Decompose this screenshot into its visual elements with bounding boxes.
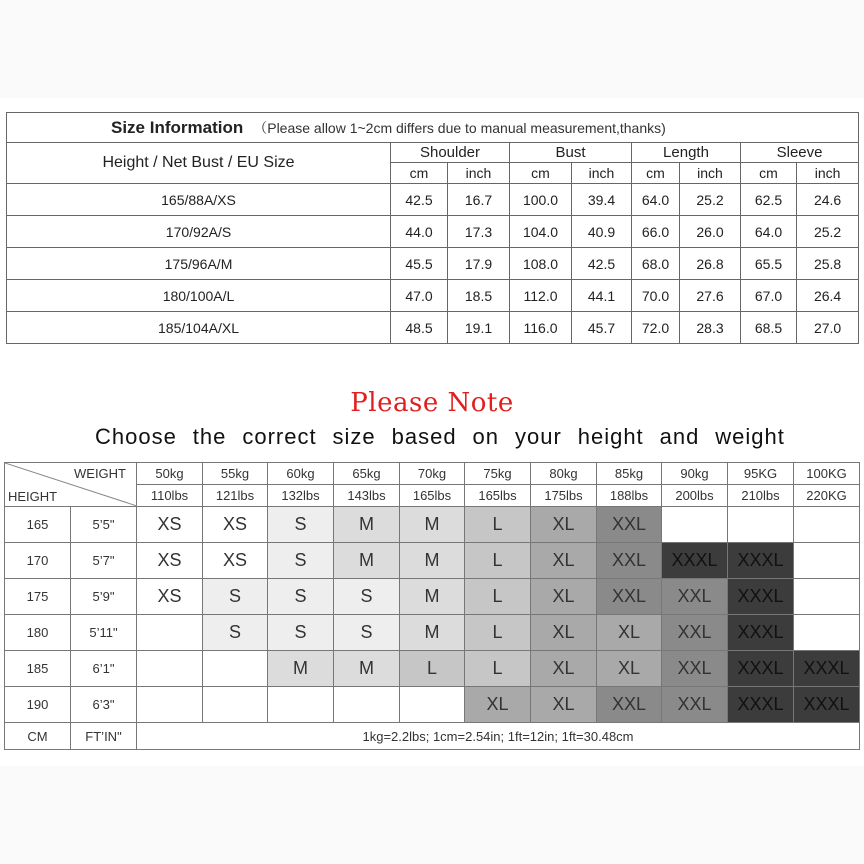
- size-cell: XXL: [597, 579, 662, 615]
- size-cell: [794, 615, 860, 651]
- size-value-cell: 25.2: [797, 216, 859, 248]
- instruction-word: Choose: [95, 424, 177, 449]
- weight-kg-header: 90kg: [662, 463, 728, 485]
- size-value-cell: 104.0: [510, 216, 572, 248]
- size-cell: XXXL: [728, 687, 794, 723]
- size-value-cell: 116.0: [510, 312, 572, 344]
- height-weight-size-chart: [4, 462, 860, 750]
- size-value-cell: 17.3: [448, 216, 510, 248]
- size-value-cell: 26.0: [680, 216, 741, 248]
- size-cell: XL: [531, 651, 597, 687]
- size-cell: S: [268, 615, 334, 651]
- unit-header: cm: [741, 163, 797, 184]
- group-header-shoulder: Shoulder: [391, 143, 510, 163]
- size-cell: XXXL: [728, 651, 794, 687]
- size-cell: XS: [137, 543, 203, 579]
- unit-header: inch: [797, 163, 859, 184]
- size-value-cell: 25.8: [797, 248, 859, 280]
- size-cell: [794, 543, 860, 579]
- size-cell: M: [334, 507, 400, 543]
- weight-label: WEIGHT: [74, 466, 126, 481]
- size-cell: L: [465, 615, 531, 651]
- weight-kg-header: 100KG: [794, 463, 860, 485]
- weight-kg-header: 65kg: [334, 463, 400, 485]
- size-value-cell: 39.4: [572, 184, 632, 216]
- instruction-word: the: [192, 424, 227, 449]
- size-cell: XS: [137, 579, 203, 615]
- weight-kg-header: 70kg: [400, 463, 465, 485]
- unit-header: inch: [572, 163, 632, 184]
- size-row: [7, 184, 859, 216]
- size-cell: M: [400, 543, 465, 579]
- size-cell: [268, 687, 334, 723]
- size-cell: XXXL: [794, 651, 860, 687]
- height-ft: 5’7": [71, 543, 137, 579]
- size-cell: XL: [531, 579, 597, 615]
- size-cell: XXXL: [662, 543, 728, 579]
- instruction-word: size: [332, 424, 376, 449]
- height-cm: 170: [5, 543, 71, 579]
- height-label: HEIGHT: [8, 489, 58, 504]
- size-cell: M: [400, 615, 465, 651]
- size-cell: L: [465, 543, 531, 579]
- size-value-cell: 100.0: [510, 184, 572, 216]
- weight-lbs-header: 121lbs: [203, 485, 268, 507]
- instruction-word: correct: [242, 424, 317, 449]
- unit-header: cm: [391, 163, 448, 184]
- size-value-cell: 65.5: [741, 248, 797, 280]
- size-cell: XXL: [662, 651, 728, 687]
- size-cell: L: [400, 651, 465, 687]
- height-cm: 185: [5, 651, 71, 687]
- weight-kg-row: [5, 463, 860, 485]
- size-cell: [334, 687, 400, 723]
- weight-lbs-header: 143lbs: [334, 485, 400, 507]
- height-ft: 5’11": [71, 615, 137, 651]
- instruction-word: on: [472, 424, 500, 449]
- height-row: [5, 687, 860, 723]
- size-value-cell: 40.9: [572, 216, 632, 248]
- size-row: [7, 280, 859, 312]
- size-value-cell: 67.0: [741, 280, 797, 312]
- size-value-cell: 16.7: [448, 184, 510, 216]
- size-cell: XXL: [597, 687, 662, 723]
- size-cell: S: [268, 579, 334, 615]
- weight-kg-header: 60kg: [268, 463, 334, 485]
- size-row-label: 170/92A/S: [7, 216, 391, 248]
- size-cell: XL: [597, 615, 662, 651]
- instruction-word: height: [577, 424, 644, 449]
- weight-lbs-header: 165lbs: [465, 485, 531, 507]
- please-note-heading: Please Note: [350, 388, 514, 418]
- size-value-cell: 19.1: [448, 312, 510, 344]
- size-cell: [728, 507, 794, 543]
- size-cell: XL: [531, 615, 597, 651]
- footer-cm: CM: [5, 723, 71, 750]
- size-value-cell: 45.7: [572, 312, 632, 344]
- instruction-word: and: [659, 424, 700, 449]
- size-value-cell: 25.2: [680, 184, 741, 216]
- size-table-title-cell: [7, 113, 859, 143]
- weight-kg-header: 75kg: [465, 463, 531, 485]
- size-cell: XXL: [597, 507, 662, 543]
- size-cell: [203, 687, 268, 723]
- size-cell: M: [334, 651, 400, 687]
- size-cell: XS: [203, 543, 268, 579]
- size-cell: L: [465, 507, 531, 543]
- size-row: [7, 312, 859, 344]
- size-value-cell: 44.0: [391, 216, 448, 248]
- size-cell: XL: [531, 687, 597, 723]
- size-cell: M: [400, 507, 465, 543]
- size-value-cell: 18.5: [448, 280, 510, 312]
- size-cell: M: [400, 579, 465, 615]
- size-cell: XXL: [662, 615, 728, 651]
- size-cell: M: [268, 651, 334, 687]
- size-cell: [662, 507, 728, 543]
- weight-lbs-header: 220KG: [794, 485, 860, 507]
- size-cell: XXXL: [728, 579, 794, 615]
- size-value-cell: 45.5: [391, 248, 448, 280]
- size-value-cell: 48.5: [391, 312, 448, 344]
- height-row: [5, 543, 860, 579]
- weight-lbs-header: 200lbs: [662, 485, 728, 507]
- size-value-cell: 24.6: [797, 184, 859, 216]
- size-value-cell: 70.0: [632, 280, 680, 312]
- size-cell: [400, 687, 465, 723]
- size-cell: XL: [597, 651, 662, 687]
- size-value-cell: 72.0: [632, 312, 680, 344]
- row-header: Height / Net Bust / EU Size: [7, 143, 391, 184]
- weight-lbs-header: 110lbs: [137, 485, 203, 507]
- size-value-cell: 26.4: [797, 280, 859, 312]
- size-value-cell: 64.0: [741, 216, 797, 248]
- size-cell: S: [268, 507, 334, 543]
- size-value-cell: 44.1: [572, 280, 632, 312]
- size-cell: XXXL: [728, 543, 794, 579]
- size-value-cell: 27.6: [680, 280, 741, 312]
- size-cell: XS: [137, 507, 203, 543]
- weight-kg-header: 85kg: [597, 463, 662, 485]
- size-cell: XXL: [662, 687, 728, 723]
- height-ft: 5’9": [71, 579, 137, 615]
- size-value-cell: 28.3: [680, 312, 741, 344]
- instruction-word: weight: [715, 424, 785, 449]
- size-row: [7, 248, 859, 280]
- weight-height-corner: [5, 463, 137, 507]
- size-table-title: Size Information: [111, 117, 244, 137]
- size-value-cell: 26.8: [680, 248, 741, 280]
- size-value-cell: 17.9: [448, 248, 510, 280]
- size-cell: [137, 615, 203, 651]
- size-cell: XXL: [597, 543, 662, 579]
- size-cell: [203, 651, 268, 687]
- size-cell: XL: [531, 507, 597, 543]
- instruction-word: based: [391, 424, 457, 449]
- height-ft: 6’1": [71, 651, 137, 687]
- instruction-word: your: [514, 424, 562, 449]
- size-cell: [137, 651, 203, 687]
- size-cell: S: [203, 579, 268, 615]
- size-cell: S: [203, 615, 268, 651]
- weight-kg-header: 80kg: [531, 463, 597, 485]
- height-ft: 6’3": [71, 687, 137, 723]
- size-cell: S: [334, 579, 400, 615]
- weight-lbs-header: 188lbs: [597, 485, 662, 507]
- size-cell: XXXL: [794, 687, 860, 723]
- group-header-bust: Bust: [510, 143, 632, 163]
- height-cm: 175: [5, 579, 71, 615]
- size-cell: [794, 507, 860, 543]
- height-row: [5, 579, 860, 615]
- weight-kg-header: 55kg: [203, 463, 268, 485]
- weight-lbs-header: 175lbs: [531, 485, 597, 507]
- unit-header: cm: [510, 163, 572, 184]
- unit-header: cm: [632, 163, 680, 184]
- size-cell: [794, 579, 860, 615]
- weight-lbs-header: 132lbs: [268, 485, 334, 507]
- conversion-row: [5, 723, 860, 750]
- size-table-note: （Please allow 1~2cm differs due to manual measurement,thanks): [253, 119, 666, 136]
- size-value-cell: 42.5: [572, 248, 632, 280]
- size-value-cell: 47.0: [391, 280, 448, 312]
- group-header-length: Length: [632, 143, 741, 163]
- height-cm: 190: [5, 687, 71, 723]
- size-value-cell: 68.5: [741, 312, 797, 344]
- height-row: [5, 651, 860, 687]
- footer-ft: FT’IN": [71, 723, 137, 750]
- weight-kg-header: 50kg: [137, 463, 203, 485]
- size-value-cell: 64.0: [632, 184, 680, 216]
- height-row: [5, 615, 860, 651]
- size-cell: XL: [465, 687, 531, 723]
- size-cell: XXL: [662, 579, 728, 615]
- size-row-label: 180/100A/L: [7, 280, 391, 312]
- size-row-label: 185/104A/XL: [7, 312, 391, 344]
- size-information-table: [6, 112, 859, 344]
- choose-size-instruction: [95, 424, 785, 450]
- conversion-note: 1kg=2.2lbs; 1cm=2.54in; 1ft=12in; 1ft=30.48cm: [137, 723, 860, 750]
- size-cell: [137, 687, 203, 723]
- size-value-cell: 112.0: [510, 280, 572, 312]
- size-cell: XS: [203, 507, 268, 543]
- height-cm: 165: [5, 507, 71, 543]
- unit-header: inch: [448, 163, 510, 184]
- size-row-label: 165/88A/XS: [7, 184, 391, 216]
- size-cell: XL: [531, 543, 597, 579]
- weight-lbs-header: 165lbs: [400, 485, 465, 507]
- size-value-cell: 108.0: [510, 248, 572, 280]
- size-cell: S: [268, 543, 334, 579]
- size-value-cell: 42.5: [391, 184, 448, 216]
- size-value-cell: 62.5: [741, 184, 797, 216]
- height-cm: 180: [5, 615, 71, 651]
- size-cell: XXXL: [728, 615, 794, 651]
- size-row-label: 175/96A/M: [7, 248, 391, 280]
- unit-header: inch: [680, 163, 741, 184]
- group-header-sleeve: Sleeve: [741, 143, 859, 163]
- size-value-cell: 27.0: [797, 312, 859, 344]
- height-ft: 5’5": [71, 507, 137, 543]
- size-value-cell: 68.0: [632, 248, 680, 280]
- height-row: [5, 507, 860, 543]
- size-row: [7, 216, 859, 248]
- size-cell: L: [465, 579, 531, 615]
- weight-kg-header: 95KG: [728, 463, 794, 485]
- size-cell: S: [334, 615, 400, 651]
- size-value-cell: 66.0: [632, 216, 680, 248]
- size-cell: L: [465, 651, 531, 687]
- weight-lbs-header: 210lbs: [728, 485, 794, 507]
- size-cell: M: [334, 543, 400, 579]
